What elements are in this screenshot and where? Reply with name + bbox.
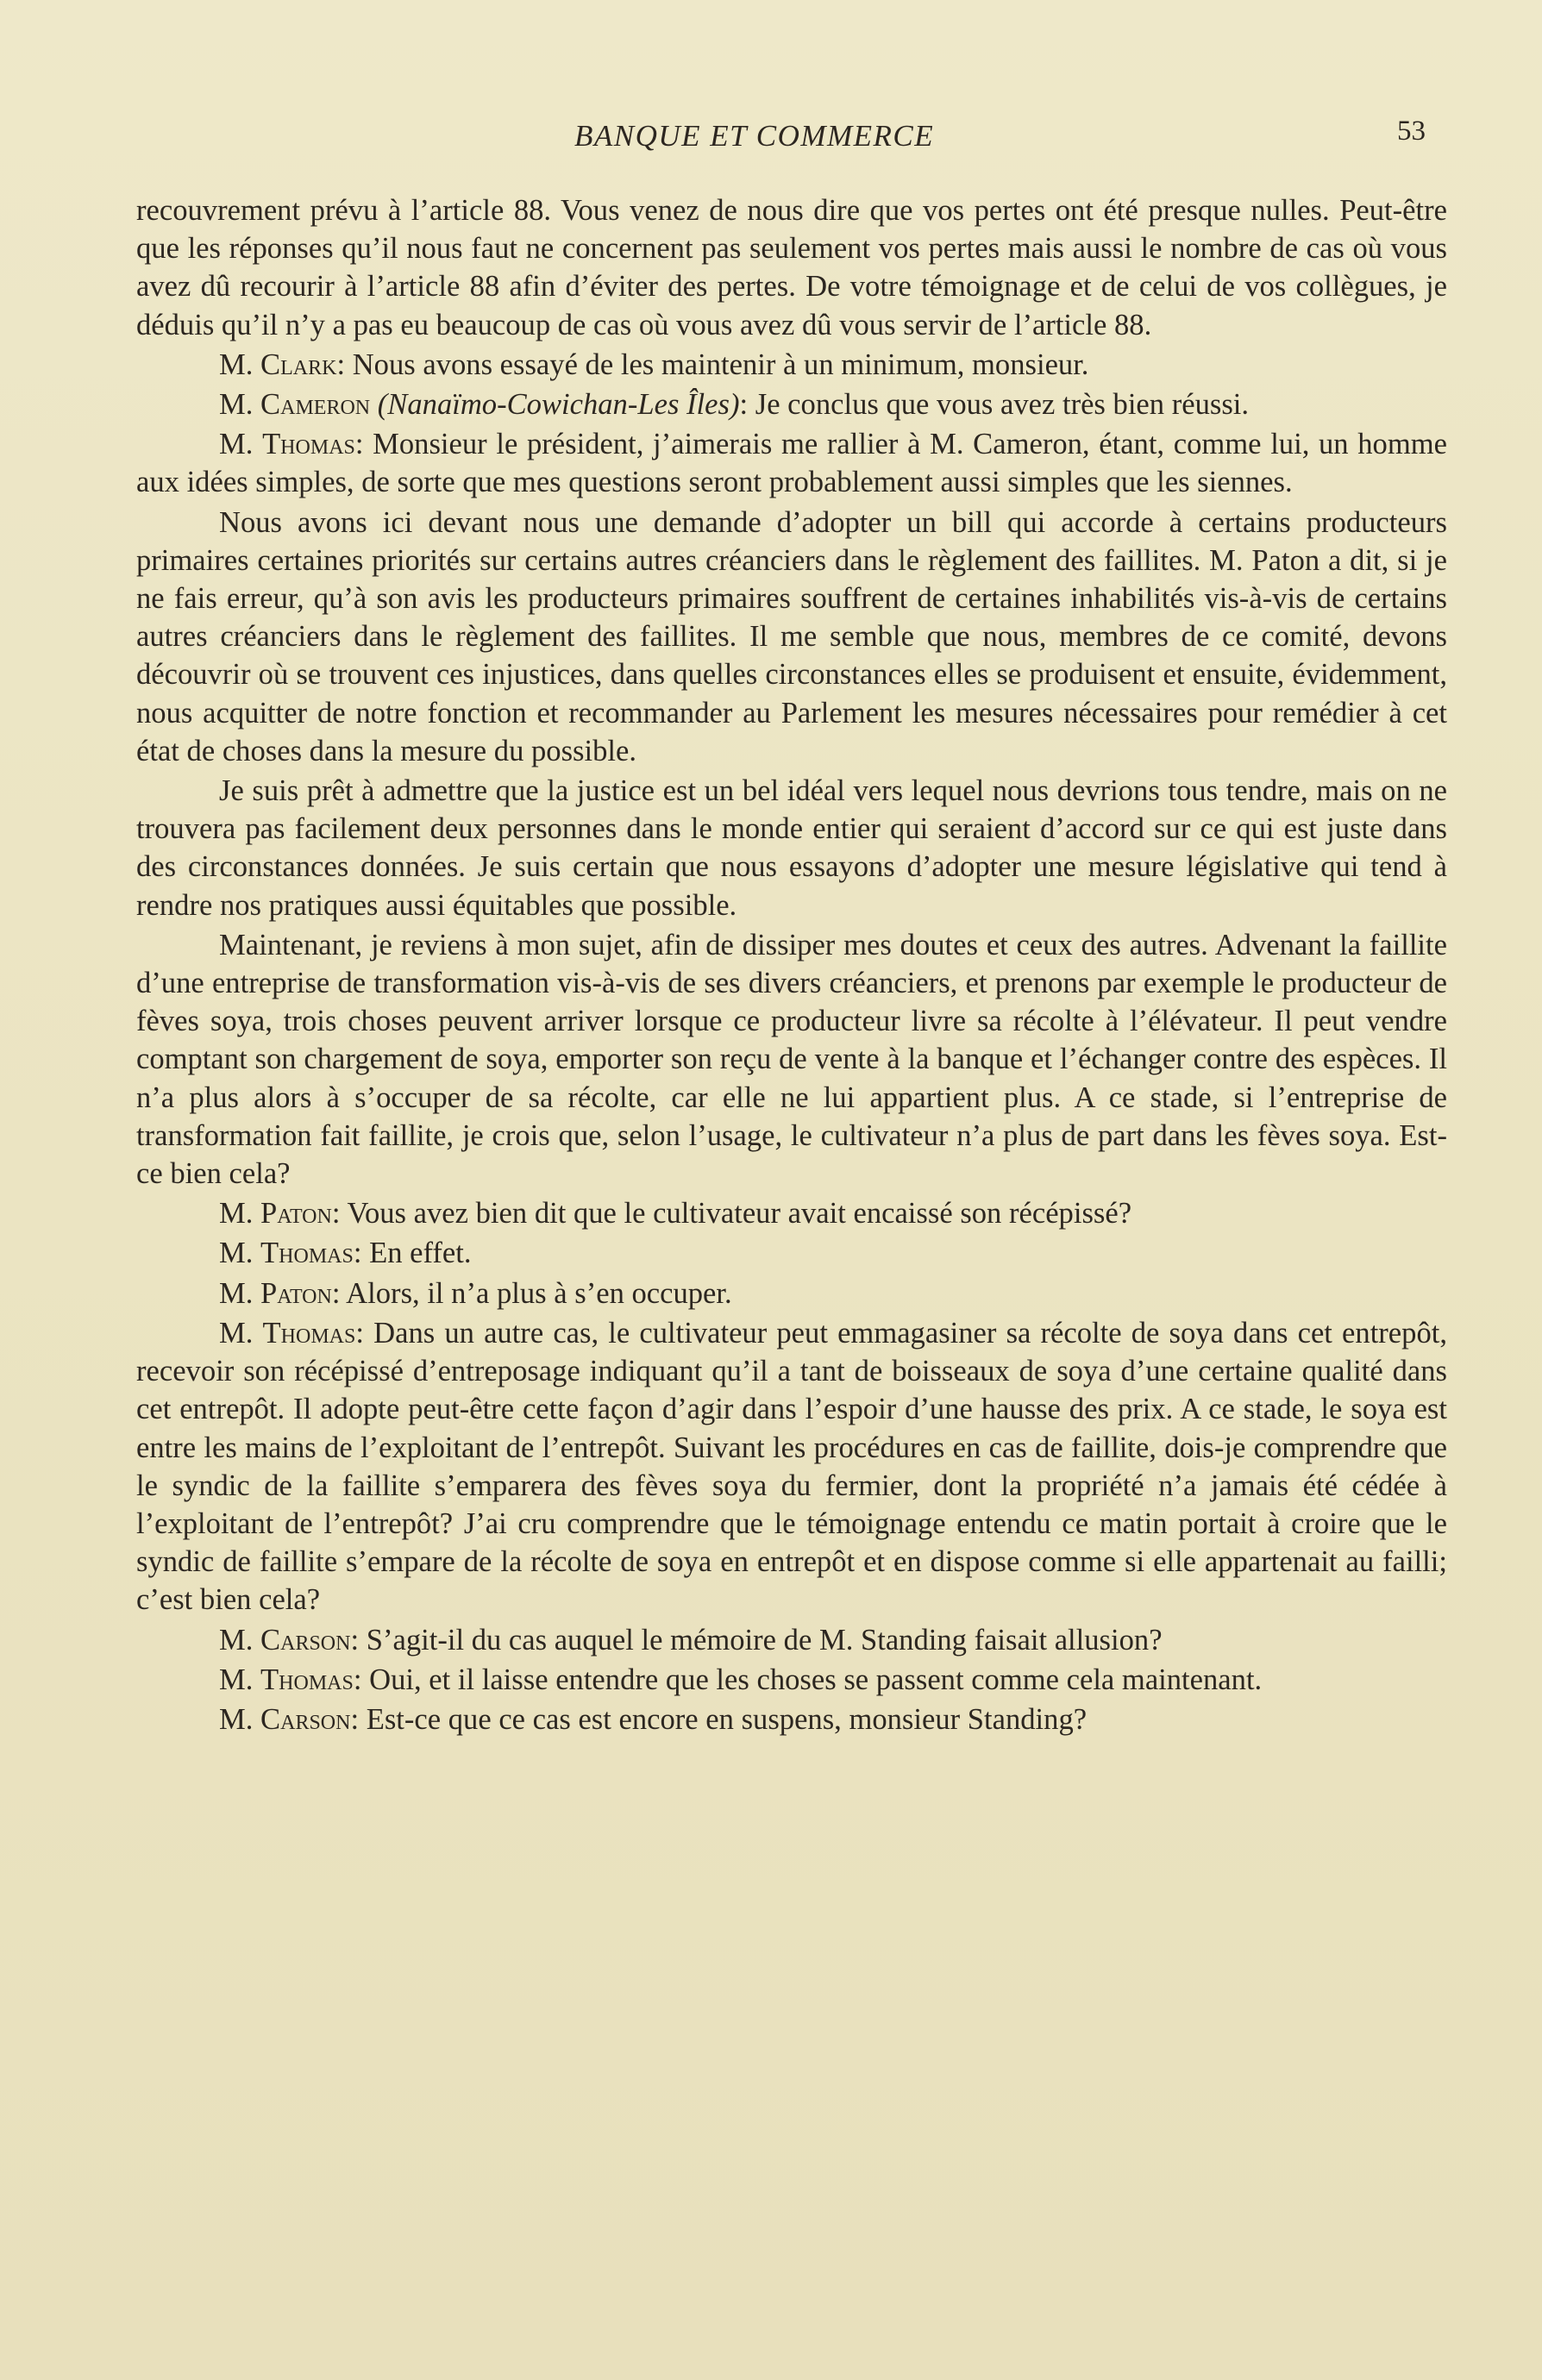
speaker-prefix: M. <box>219 388 261 422</box>
speaker-name: Thomas <box>262 1316 356 1350</box>
speaker-name: Thomas <box>260 1663 354 1696</box>
speech-text: : Alors, il n’a plus à s’en occuper. <box>331 1276 732 1310</box>
paragraph-continuation <box>136 191 1447 344</box>
speaker-name: Clark <box>260 348 337 381</box>
speech-text: : Monsieur le président, j’aimerais me rallier à M. Cameron, étant, comme lui, un homme aux idées simples, de sorte que mes questions seront probablement aussi simples que les siennes. <box>136 428 1447 499</box>
speech-thomas <box>136 425 1447 501</box>
speaker-prefix: M. <box>219 1316 263 1350</box>
body-text <box>136 191 1447 1738</box>
speaker-name: Paton <box>260 1197 332 1231</box>
speaker-riding: (Nanaïmo-Cowichan-Les Îles) <box>377 388 740 422</box>
speaker-prefix: M. <box>219 1702 261 1736</box>
speech-text: : Vous avez bien dit que le cultivateur avait encaissé son récépissé? <box>331 1197 1132 1231</box>
speaker-prefix: M. <box>219 1197 261 1231</box>
speech-text: : En effet. <box>353 1237 472 1270</box>
speech-text: : Est-ce que ce cas est encore en suspens, monsieur Standing? <box>350 1702 1088 1736</box>
speech-thomas <box>136 1234 1447 1272</box>
speaker-name: Thomas <box>262 428 355 461</box>
speech-paton <box>136 1275 1447 1312</box>
paragraph <box>136 772 1447 924</box>
page-number: 53 <box>1397 116 1426 147</box>
speaker-name: Cameron <box>260 388 371 422</box>
speech-thomas <box>136 1314 1447 1619</box>
speaker-prefix: M. <box>219 348 261 381</box>
speech-text: : S’agit-il du cas auquel le mémoire de M. Standing faisait allusion? <box>350 1623 1163 1657</box>
speaker-prefix: M. <box>219 1663 261 1696</box>
speaker-prefix: M. <box>219 1623 261 1657</box>
speaker-prefix: M. <box>219 1237 261 1270</box>
paragraph-text: recouvrement prévu à l’article 88. Vous venez de nous dire que vos pertes ont été presque nulles. Peut-être que les réponses qu’il nous faut ne concernent pas seulement vos pertes mais aussi le nombre de cas où vous avez dû recourir à l’article 88 afin d’éviter des pertes. De votre témoignage et de celui de vos collègues, je déduis qu’il n’y a pas eu beaucoup de cas où vous avez dû vous servir de l’article 88. <box>136 194 1447 341</box>
speech-paton <box>136 1194 1447 1232</box>
speaker-name: Carson <box>260 1623 351 1657</box>
paragraph-text: Je suis prêt à admettre que la justice est un bel idéal vers lequel nous devrions tous tendre, mais on ne trouvera pas facilement deux personnes dans le monde entier qui seraient d’accord sur ce qui est juste dans des circonstances données. Je suis certain que nous essayons d’adopter une mesure législative qui tend à rendre nos pratiques aussi équitables que possible. <box>136 774 1447 922</box>
speech-text: : Nous avons essayé de les maintenir à un minimum, monsieur. <box>336 348 1089 381</box>
speaker-prefix: M. <box>219 1276 261 1310</box>
speech-text: : Je conclus que vous avez très bien réussi. <box>739 388 1250 422</box>
speech-text: : Oui, et il laisse entendre que les choses se passent comme cela maintenant. <box>353 1663 1263 1696</box>
paragraph <box>136 504 1447 770</box>
speech-carson <box>136 1700 1447 1738</box>
paragraph-text: Nous avons ici devant nous une demande d’adopter un bill qui accorde à certains producteurs primaires certaines priorités sur certains autres créanciers dans le règlement des faillites. M. Paton a dit, si je ne fais erreur, qu’à son avis les producteurs primaires souffrent de certaines inhabilités vis-à-vis de certains autres créanciers dans le règlement des faillites. Il me semble que nous, membres de ce comité, devons découvrir où se trouvent ces injustices, dans quelles circonstances elles se produisent et ensuite, évidemment, nous acquitter de notre fonction et recommander au Parlement les mesures nécessaires pour remédier à cet état de choses dans la mesure du possible. <box>136 505 1447 767</box>
speaker-name: Carson <box>260 1702 351 1736</box>
speech-clark <box>136 346 1447 384</box>
speech-cameron <box>136 385 1447 423</box>
speaker-name: Paton <box>260 1276 332 1310</box>
speaker-name: Thomas <box>260 1237 354 1270</box>
page-header <box>0 116 1542 162</box>
paragraph-text: Maintenant, je reviens à mon sujet, afin de dissiper mes doutes et ceux des autres. Advenant la faillite d’une entreprise de transformation vis-à-vis de ses divers créanciers, et prenons par exemple le producteur de fèves soya, trois choses peuvent arriver lorsque ce producteur livre sa récolte à l’élévateur. Il peut vendre comptant son chargement de soya, emporter son reçu de vente à la banque et l’échanger contre des espèces. Il n’a plus alors à s’occuper de sa récolte, car elle ne lui appartient plus. A ce stade, si l’entreprise de transformation fait faillite, je crois que, selon l’usage, le cultivateur n’a plus de part dans les fèves soya. Est-ce bien cela? <box>136 928 1447 1191</box>
speech-text: : Dans un autre cas, le cultivateur peut emmagasiner sa récolte de soya dans cet entrepôt, recevoir son récépissé d’entreposage indiquant qu’il a tant de boisseaux de soya d’une certaine qualité dans cet entrepôt. Il adopte peut-être cette façon d’agir dans l’espoir d’une hausse des prix. A ce stade, le soya est entre les mains de l’exploitant de l’entrepôt. Suivant les procédures en cas de faillite, dois-je comprendre que le syndic de la faillite s’emparera des fèves soya du fermier, dont la propriété n’a jamais été cédée à l’exploitant de l’entrepôt? J’ai cru comprendre que le témoignage entendu ce matin portait à croire que le syndic de faillite s’empare de la récolte de soya en entrepôt et en dispose comme si elle appartenait au failli; c’est bien cela? <box>136 1316 1447 1617</box>
paragraph <box>136 926 1447 1193</box>
running-title: BANQUE ET COMMERCE <box>574 119 935 153</box>
speech-thomas <box>136 1661 1447 1699</box>
speech-carson <box>136 1621 1447 1659</box>
speaker-prefix: M. <box>219 428 263 461</box>
